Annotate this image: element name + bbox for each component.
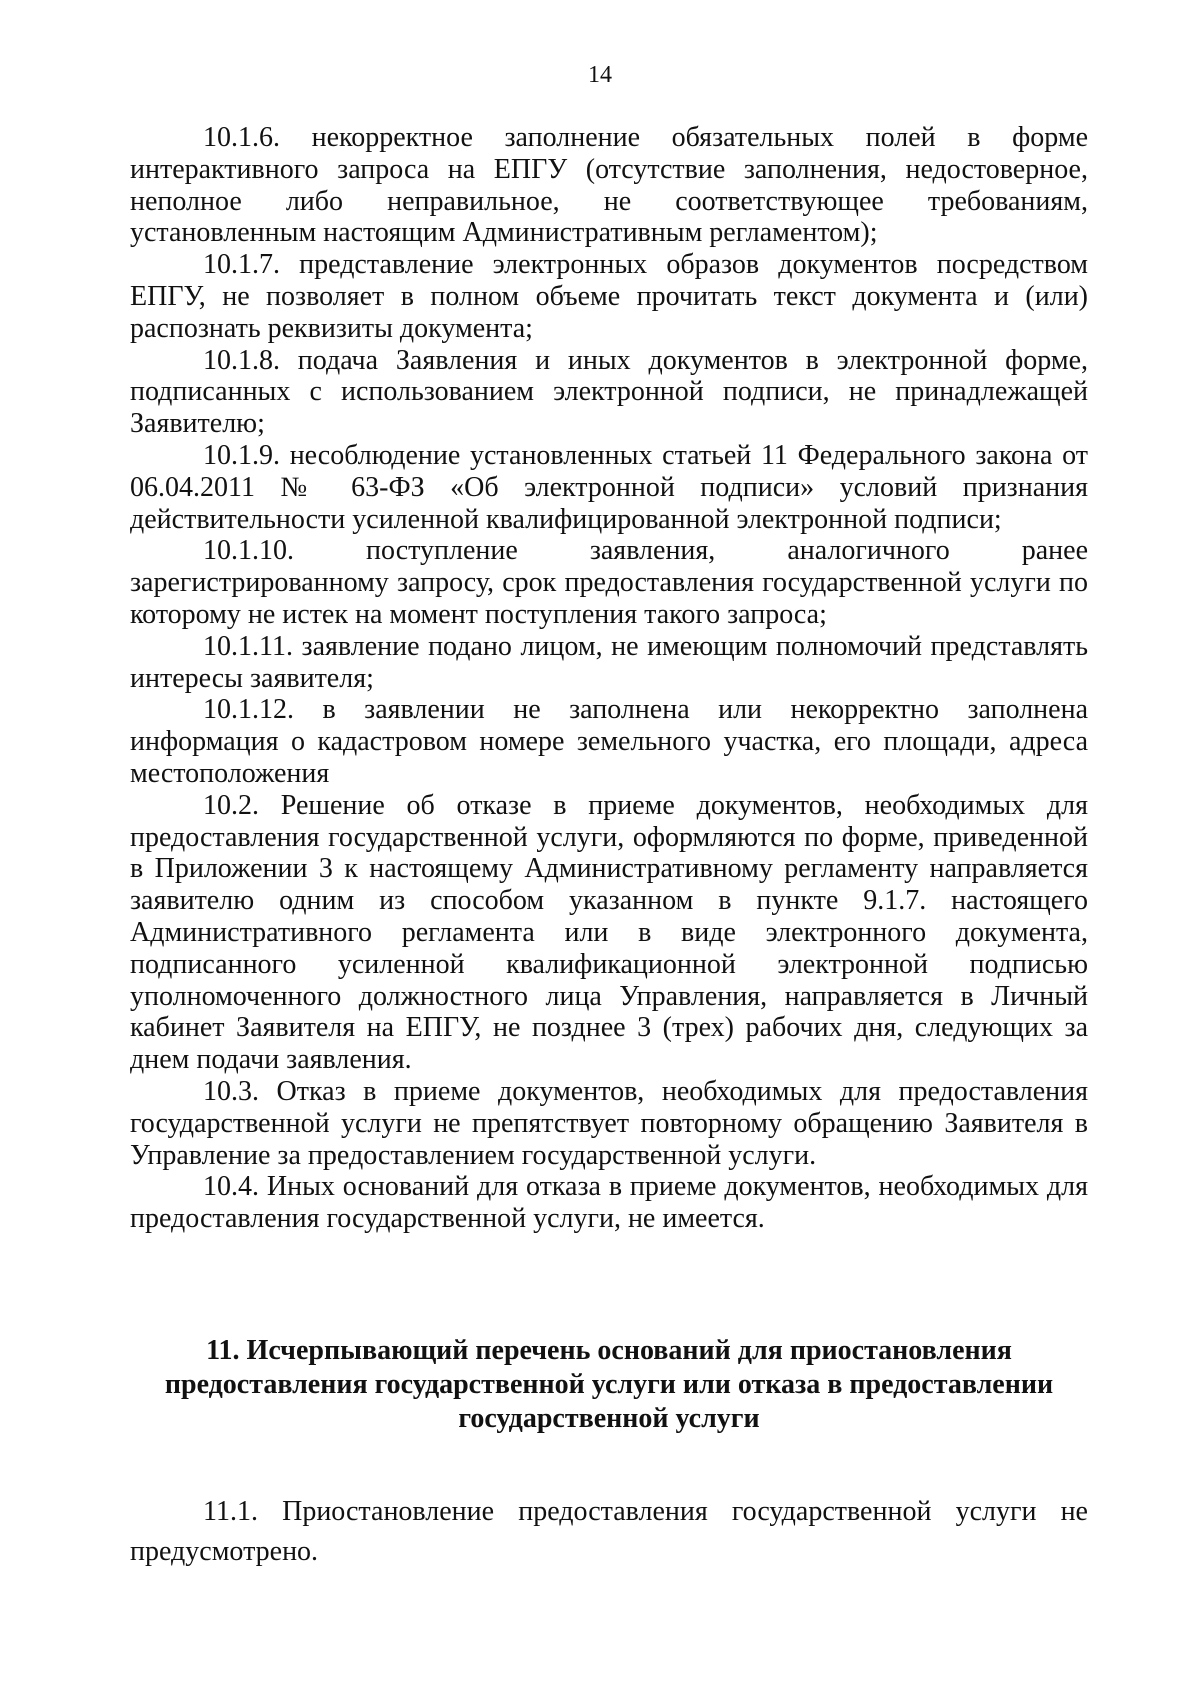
section-title-line-2: предоставления государственной услуги или отказа в предоставлении	[164, 1369, 1054, 1400]
page-number: 14	[588, 62, 612, 88]
paragraph-10-4: 10.4. Иных оснований для отказа в приеме документов, необходимых для предоставления государственной услуги, не имеется.	[130, 1171, 1088, 1235]
document-body	[130, 122, 1088, 1235]
section-title-line-3: государственной услуги	[458, 1403, 760, 1434]
paragraph-10-1-11: 10.1.11. заявление подано лицом, не имеющим полномочий представлять интересы заявителя;	[130, 630, 1088, 694]
paragraph-11-1: 11.1. Приостановление предоставления государственной услуги не предусмотрено.	[130, 1496, 1088, 1567]
paragraph-10-1-10: 10.1.10. поступление заявления, аналогичного ранее зарегистрированному запросу, срок предоставления государственной услуги по которому не истек на момент поступления такого запроса;	[130, 535, 1088, 630]
paragraph-10-3: 10.3. Отказ в приеме документов, необходимых для предоставления государственной услуги не препятствует повторному обращению Заявителя в Управление за предоставлением государственной услуги.	[130, 1075, 1088, 1171]
paragraph-10-1-6: 10.1.6. некорректное заполнение обязательных полей в форме интерактивного запроса на ЕПГУ (отсутствие заполнения, недостоверное, неполное либо неправильное, не соответствующее требованиям, установленным настоящим Административным регламентом);	[130, 122, 1088, 249]
section-11-heading	[130, 1334, 1088, 1436]
paragraph-10-1-12: 10.1.12. в заявлении не заполнена или некорректно заполнена информация о кадастровом номере земельного участка, его площади, адреса местоположения	[130, 694, 1088, 789]
section-11-body	[130, 1492, 1088, 1572]
section-title-line-1: 11. Исчерпывающий перечень оснований для приостановления	[206, 1335, 1012, 1366]
paragraph-10-1-9: 10.1.9. несоблюдение установленных статьей 11 Федерального закона от 06.04.2011 № 63-ФЗ «Об электронной подписи» условий признания действительности усиленной квалифицированной электронной подписи;	[130, 439, 1088, 535]
paragraph-10-1-7: 10.1.7. представление электронных образов документов посредством ЕПГУ, не позволяет в полном объеме прочитать текст документа и (или) распознать реквизиты документа;	[130, 249, 1088, 344]
paragraph-10-2: 10.2. Решение об отказе в приеме документов, необходимых для предоставления государственной услуги, оформляются по форме, приведенной в Приложении 3 к настоящему Административному регламенту направляется заявителю одним из способом указанном в пункте 9.1.7. настоящего Административного регламента или в виде электронного документа, подписанного усиленной квалификационной электронной подписью уполномоченного должностного лица Управления, направляется в Личный кабинет Заявителя на ЕПГУ, не позднее 3 (трех) рабочих дня, следующих за днем подачи заявления.	[130, 789, 1088, 1076]
paragraph-10-1-8: 10.1.8. подача Заявления и иных документов в электронной форме, подписанных с использованием электронной подписи, не принадлежащей Заявителю;	[130, 344, 1088, 440]
